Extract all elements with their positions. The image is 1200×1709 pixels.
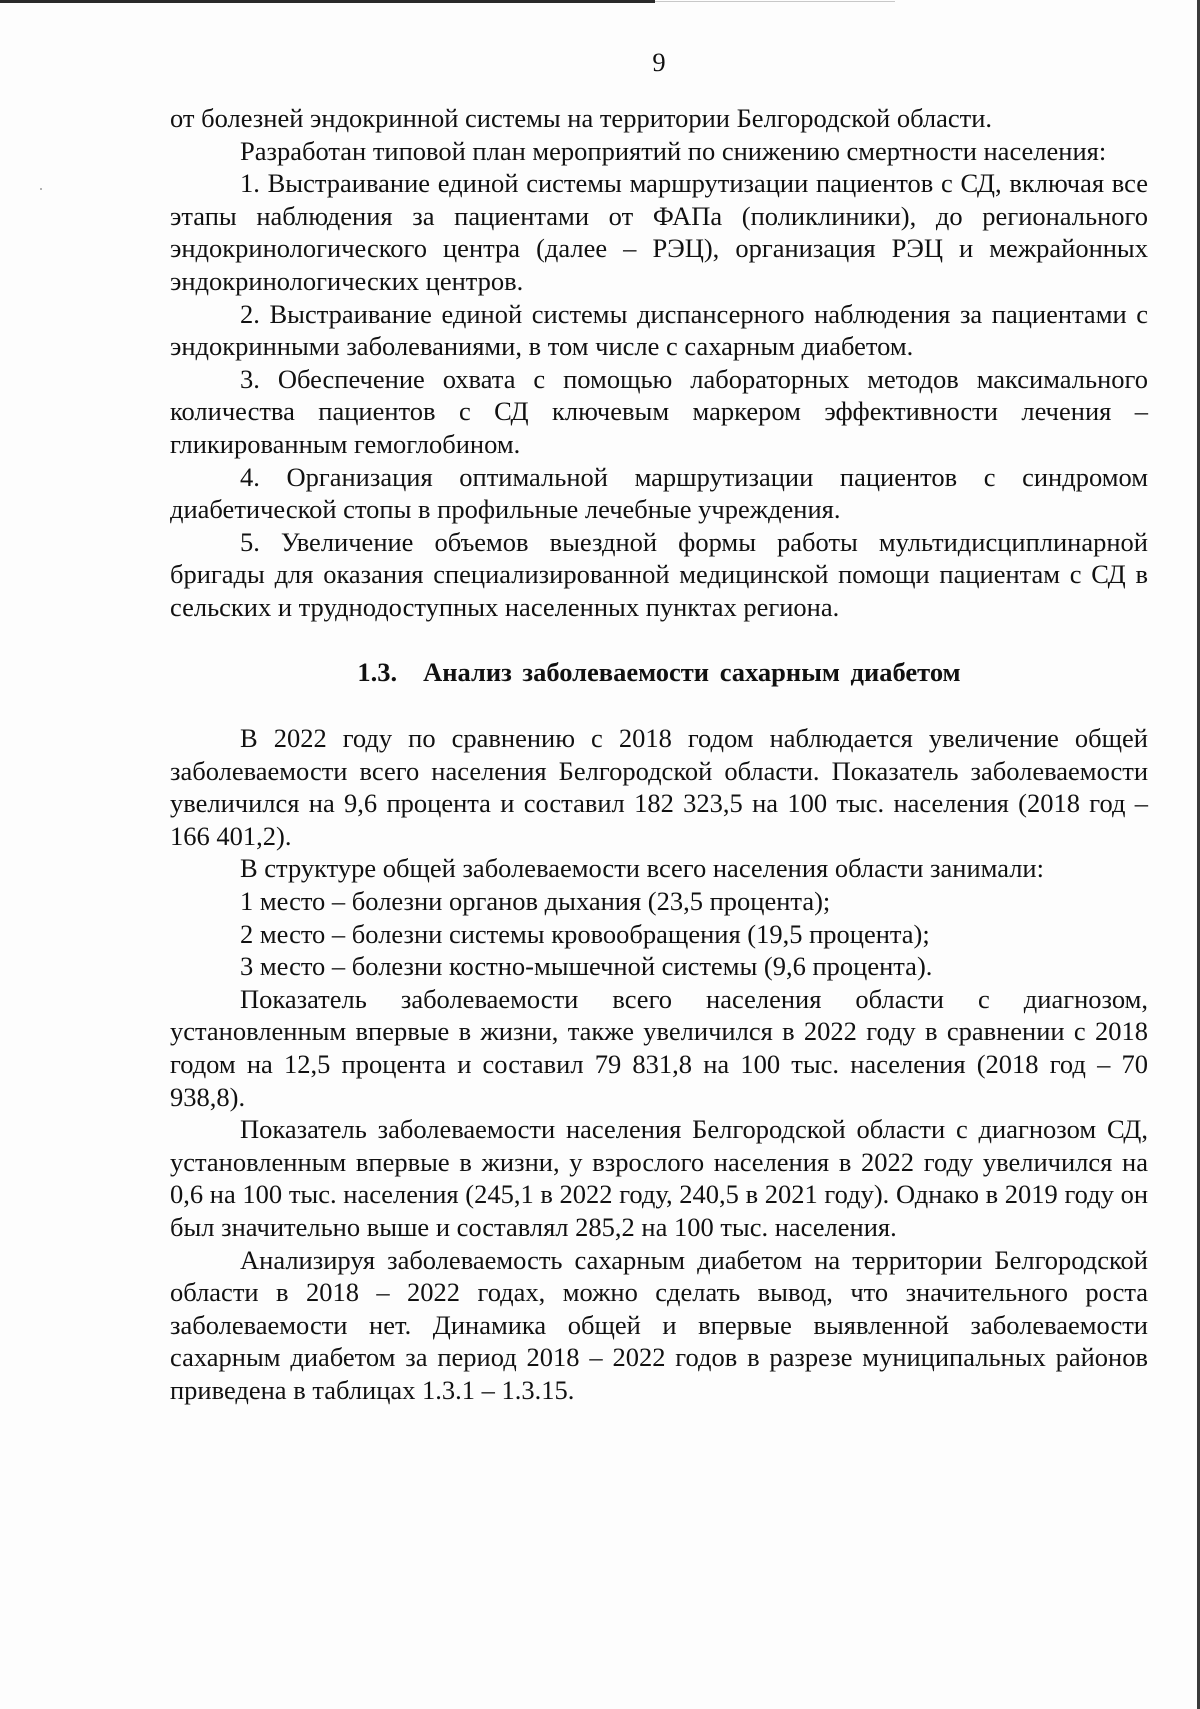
section-title: Анализ заболеваемости сахарным диабетом xyxy=(423,656,961,687)
rank-item-3: 3 место – болезни костно-мышечной системы (9,6 процента). xyxy=(240,951,933,982)
list-item-2: 2. Выстраивание единой системы диспансерного наблюдения за пациентами с эндокринными заболеваниями, в том числе с сахарным диабетом. xyxy=(170,298,1148,362)
list-item-5: 5. Увеличение объемов выездной формы работы мультидисциплинарной бригады для оказания специализированной медицинской помощи пациентам с СД в сельских и труднодоступных населенных пунктах региона. xyxy=(170,526,1148,622)
scan-edge-top xyxy=(0,0,655,3)
list-item-1: 1. Выстраивание единой системы маршрутизации пациентов с СД, включая все этапы наблюдения за пациентами от ФАПа (поликлиники), до регионального эндокринологического центра (далее – РЭЦ), организация РЭЦ и межрайонных эндокринологических центров. xyxy=(170,168,1148,296)
section-number: 1.3. xyxy=(357,656,398,687)
paragraph-diabetes-adults: Показатель заболеваемости населения Белгородской области с диагнозом СД, установленным впервые в жизни, у взрослого населения в 2022 году увеличился на 0,6 на 100 тыс. населения (245,1 в 2022 году, 240,5 в 2021 году). Однако в 2019 году он был значительно выше и составлял 285,2 на 100 тыс. населения. xyxy=(170,1114,1148,1242)
list-item-4: 4. Организация оптимальной маршрутизации пациентов с синдромом диабетической стопы в профильные лечебные учреждения. xyxy=(170,461,1148,525)
paragraph-plan-intro: Разработан типовой план мероприятий по снижению смертности населения: xyxy=(240,135,1107,166)
section-heading xyxy=(170,656,1148,689)
paragraph-conclusion: Анализируя заболеваемость сахарным диабетом на территории Белгородской области в 2018 – 2022 годах, можно сделать вывод, что значительного роста заболеваемости нет. Динамика общей и впервые выявленной заболеваемости сахарным диабетом за период 2018 – 2022 годов в разрезе муниципальных районов приведена в таблицах 1.3.1 – 1.3.15. xyxy=(170,1244,1148,1405)
scan-speck xyxy=(40,188,42,190)
paragraph-overall-morbidity: В 2022 году по сравнению с 2018 годом наблюдается увеличение общей заболеваемости всего населения Белгородской области. Показатель заболеваемости увеличился на 9,6 процента и составил 182 323,5 на 100 тыс. населения (2018 год – 166 401,2). xyxy=(170,723,1148,851)
document-page xyxy=(170,46,1148,1407)
paragraph-structure-intro: В структуре общей заболеваемости всего населения области занимали: xyxy=(240,853,1044,884)
list-item-3: 3. Обеспечение охвата с помощью лабораторных методов максимального количества пациентов с СД ключевым маркером эффективности лечения – гликированным гемоглобином. xyxy=(170,363,1148,459)
scan-edge-top-faint xyxy=(655,1,895,2)
paragraph-first-diagnosed: Показатель заболеваемости всего населения области с диагнозом, установленным впервые в жизни, также увеличился в 2022 году в сравнении с 2018 годом на 12,5 процента и составил 79 831,8 на 100 тыс. населения (2018 год – 70 938,8). xyxy=(170,983,1148,1112)
page-number: 9 xyxy=(652,47,666,77)
paragraph-continuation: от болезней эндокринной системы на территории Белгородской области. xyxy=(170,103,993,133)
rank-item-1: 1 место – болезни органов дыхания (23,5 процента); xyxy=(240,886,831,917)
rank-item-2: 2 место – болезни системы кровообращения (19,5 процента); xyxy=(240,918,930,949)
